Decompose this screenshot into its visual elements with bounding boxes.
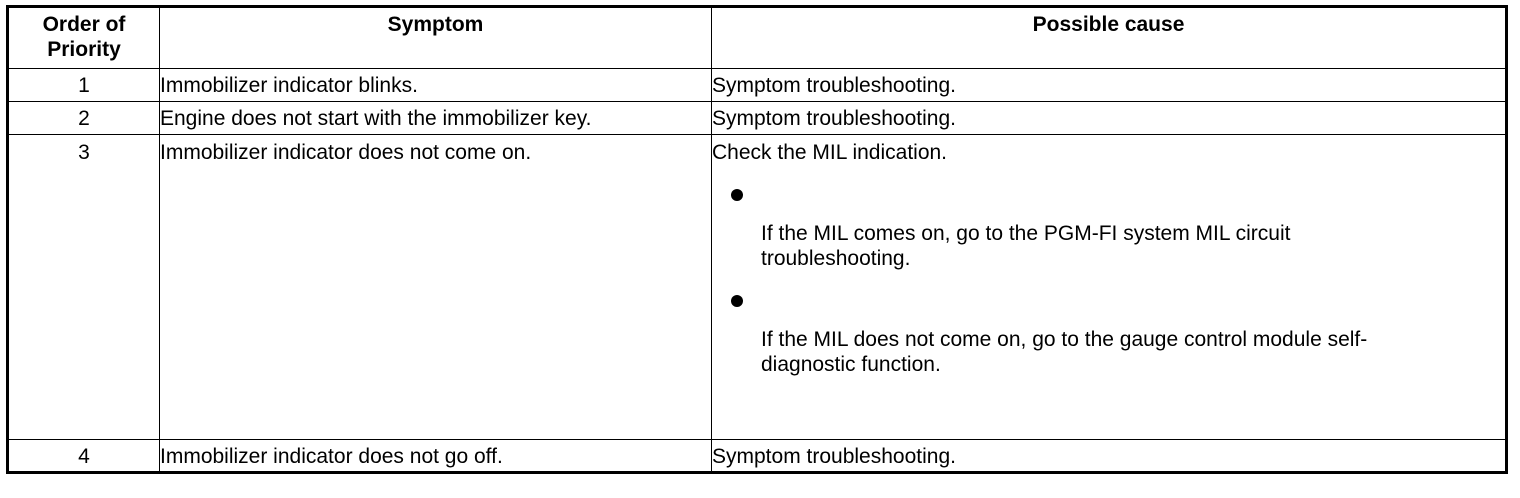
troubleshooting-table [6, 5, 1508, 474]
table-row [8, 102, 1507, 135]
symptom-cell: Immobilizer indicator blinks. [160, 69, 712, 102]
bullet-text: If the MIL does not come on, go to the gauge control module self-diagnostic function. [761, 328, 1368, 376]
symptom-cell: Immobilizer indicator does not come on. [160, 135, 712, 440]
bullet-dot-icon [731, 295, 743, 307]
cause-cell: Symptom troubleshooting. [712, 440, 1507, 473]
troubleshooting-table-container [6, 5, 1508, 474]
header-row [8, 7, 1507, 69]
bullet-dot-icon [731, 189, 743, 201]
symptom-cell: Engine does not start with the immobilizer key. [160, 102, 712, 135]
header-order-of-priority: Order of Priority [8, 7, 160, 69]
table-row [8, 440, 1507, 473]
priority-cell: 4 [8, 440, 160, 473]
priority-cell: 1 [8, 69, 160, 102]
bullet-marker-row [712, 271, 1505, 327]
bullet-text: If the MIL comes on, go to the PGM-FI system MIL circuit troubleshooting. [761, 222, 1291, 270]
cause-text: Check the MIL indication. [712, 141, 948, 164]
table-row [8, 69, 1507, 102]
cause-cell: Symptom troubleshooting. [712, 69, 1507, 102]
header-symptom: Symptom [160, 7, 712, 69]
cause-cell: Symptom troubleshooting. [712, 102, 1507, 135]
priority-cell: 3 [8, 135, 160, 440]
header-possible-cause: Possible cause [712, 7, 1507, 69]
cause-cell [712, 135, 1507, 440]
bullet-marker-row [712, 165, 1505, 221]
priority-cell: 2 [8, 102, 160, 135]
table-row [8, 135, 1507, 440]
symptom-cell: Immobilizer indicator does not go off. [160, 440, 712, 473]
